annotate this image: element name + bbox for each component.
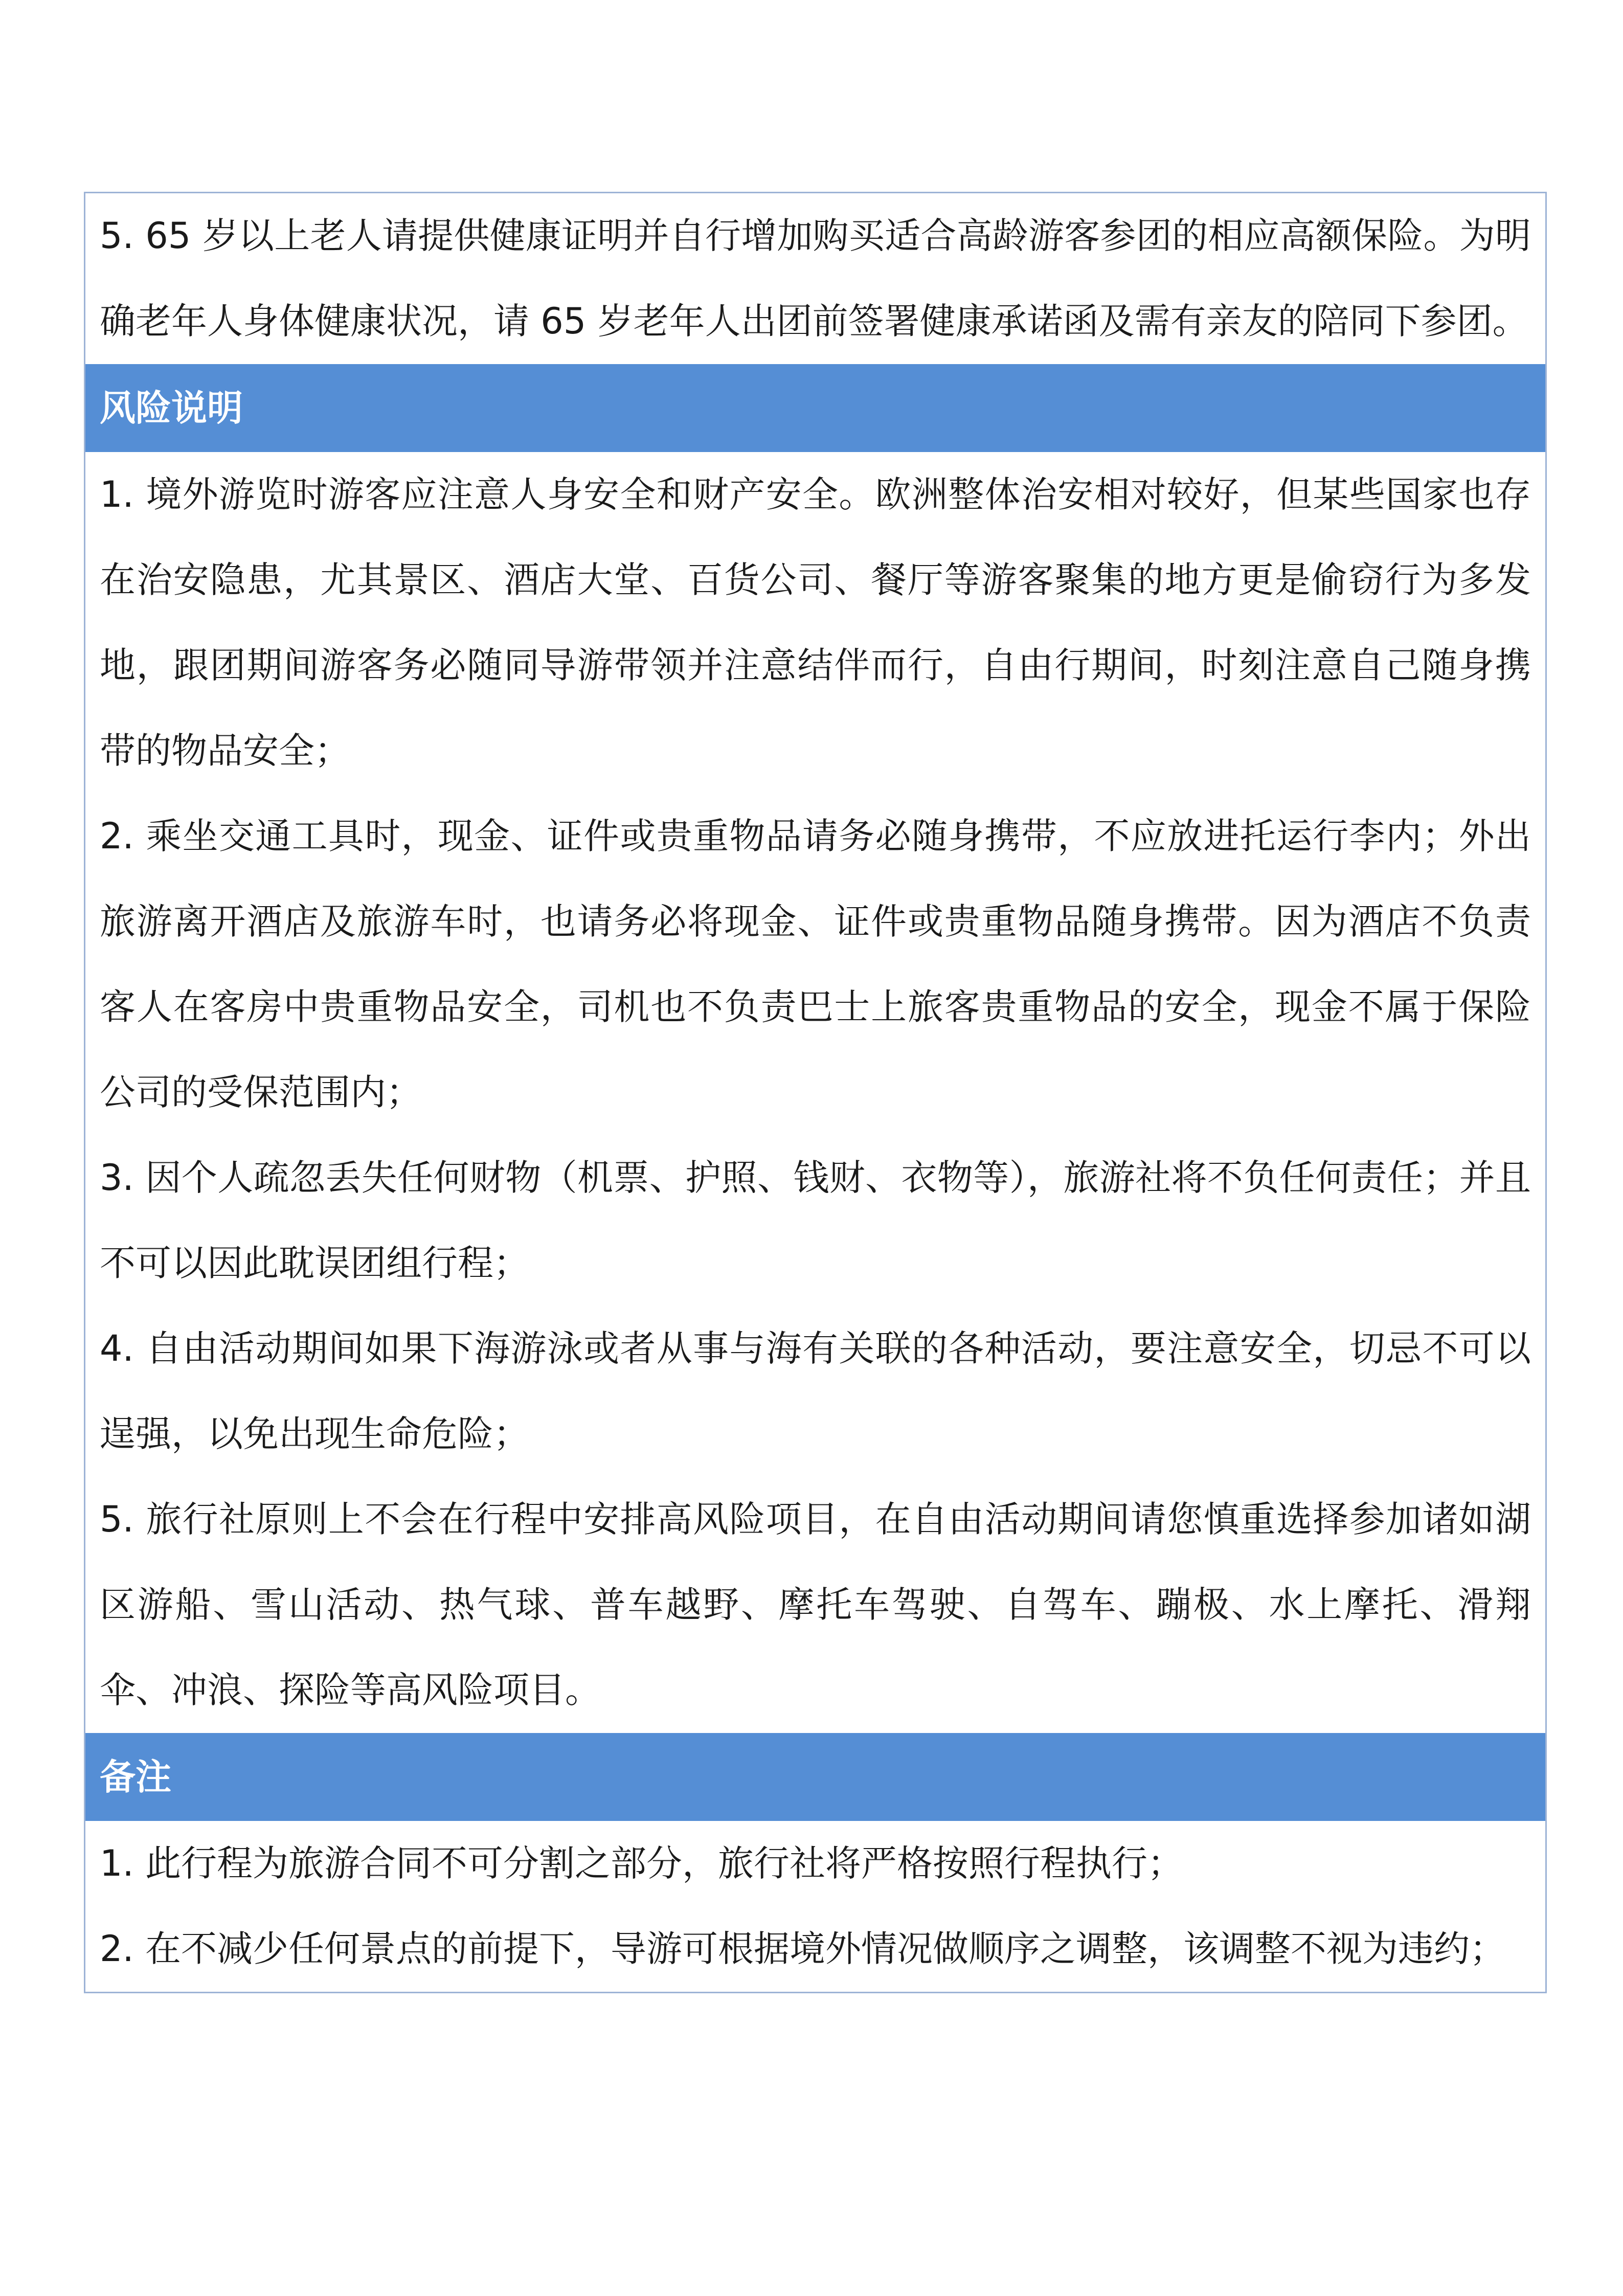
notes-section-header: 备注	[85, 1733, 1545, 1821]
notes-item: 2. 在不减少任何景点的前提下，导游可根据境外情况做顺序之调整，该调整不视为违约；	[100, 1928, 1506, 1970]
risk-item: 4. 自由活动期间如果下海游泳或者从事与海有关联的各种活动，要注意安全，切忌不可以逞强，以免出现生命危险；	[100, 1327, 1531, 1455]
elderly-notice-cell	[85, 193, 1545, 364]
risk-section-body	[85, 452, 1545, 1733]
risk-item: 3. 因个人疏忽丢失任何财物（机票、护照、钱财、衣物等），旅游社将不负任何责任；并且不可以因此耽误团组行程；	[100, 1157, 1531, 1284]
risk-item: 5. 旅行社原则上不会在行程中安排高风险项目，在自由活动期间请您慎重选择参加诸如湖区游船、雪山活动、热气球、普车越野、摩托车驾驶、自驾车、蹦极、水上摩托、滑翔伞、冲浪、探险等高风险项目。	[100, 1498, 1531, 1711]
notes-item: 1. 此行程为旅游合同不可分割之部分，旅行社将严格按照行程执行；	[100, 1842, 1184, 1884]
itinerary-table	[84, 192, 1547, 1993]
risk-item: 2. 乘坐交通工具时，现金、证件或贵重物品请务必随身携带，不应放进托运行李内；外出旅游离开酒店及旅游车时，也请务必将现金、证件或贵重物品随身携带。因为酒店不负责客人在客房中贵重物品安全，司机也不负责巴士上旅客贵重物品的安全，现金不属于保险公司的受保范围内；	[100, 815, 1531, 1113]
risk-item: 1. 境外游览时游客应注意人身安全和财产安全。欧洲整体治安相对较好，但某些国家也存在治安隐患，尤其景区、酒店大堂、百货公司、餐厅等游客聚集的地方更是偷窃行为多发地，跟团期间游客务必随同导游带领并注意结伴而行，自由行期间，时刻注意自己随身携带的物品安全；	[100, 474, 1531, 772]
risk-section-header: 风险说明	[85, 364, 1545, 452]
notes-section-body	[85, 1821, 1545, 1992]
elderly-notice-paragraph: 5. 65 岁以上老人请提供健康证明并自行增加购买适合高龄游客参团的相应高额保险。为明确老年人身体健康状况，请 65 岁老年人出团前签署健康承诺函及需有亲友的陪同下参团。	[100, 215, 1531, 342]
